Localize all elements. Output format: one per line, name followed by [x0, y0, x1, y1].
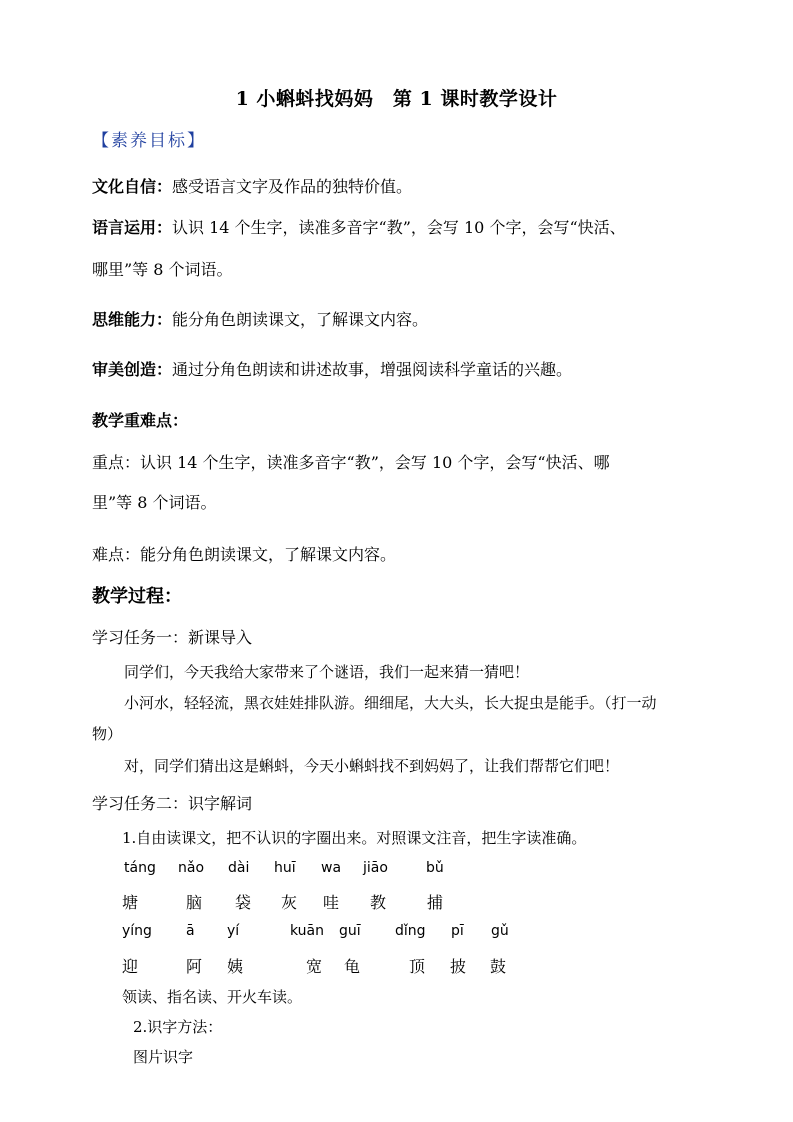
- pinyin: yí: [227, 923, 240, 939]
- key-point-line1: 重点：认识 14 个生字，读准多音字“教”，会写 10 个字，会写“快活、哪: [92, 453, 610, 472]
- pinyin: gǔ: [491, 923, 509, 939]
- hanzi: 塘: [122, 893, 139, 912]
- goal-label: 思维能力：: [92, 310, 173, 329]
- goal-text: 通过分角色朗读和讲述故事，增强阅读科学童话的兴趣。: [172, 360, 573, 379]
- hanzi: 姨: [227, 957, 244, 976]
- hanzi: 龟: [344, 957, 361, 976]
- pinyin: dǐng: [395, 923, 426, 939]
- goal-thinking: [92, 307, 428, 330]
- hanzi: 披: [450, 957, 467, 976]
- key-points-heading: 教学重难点：: [92, 411, 189, 430]
- hanzi: 捕: [427, 893, 444, 912]
- task1-para2-line2: 物）: [92, 725, 123, 743]
- goal-language-cont: 哪里”等 8 个词语。: [92, 260, 233, 279]
- hanzi: 哇: [323, 893, 340, 912]
- pinyin: guī: [339, 923, 361, 939]
- process-heading: 教学过程：: [92, 586, 182, 607]
- pinyin: ā: [186, 923, 195, 939]
- pinyin: nǎo: [178, 860, 205, 876]
- pinyin: bǔ: [426, 860, 444, 876]
- pinyin: dài: [228, 860, 250, 876]
- goal-text: 感受语言文字及作品的独特价值。: [172, 177, 413, 196]
- task1-para2-line1: 小河水，轻轻流，黑衣娃娃排队游。细细尾，大大头，长大捉虫是能手。（打一动: [124, 694, 657, 712]
- pinyin: yíng: [122, 923, 152, 939]
- pinyin: táng: [124, 860, 156, 876]
- goal-text: 能分角色朗读课文，了解课文内容。: [172, 310, 429, 329]
- hanzi: 脑: [186, 893, 203, 912]
- hanzi: 袋: [235, 893, 252, 912]
- goal-culture: [92, 174, 412, 197]
- hanzi: 阿: [186, 957, 203, 976]
- goal-aesthetic: [92, 357, 572, 380]
- hanzi: 鼓: [490, 957, 507, 976]
- hanzi: 迎: [122, 957, 139, 976]
- key-point-line2: 里”等 8 个词语。: [92, 493, 217, 512]
- page-title: 1 小蝌蚪找妈妈 第 1 课时教学设计: [235, 88, 558, 110]
- difficulty: 难点：能分角色朗读课文，了解课文内容。: [92, 545, 397, 564]
- task1-para3: 对，同学们猜出这是蝌蚪，今天小蝌蚪找不到妈妈了，让我们帮帮它们吧！: [124, 757, 620, 775]
- method-picture: 图片识字: [133, 1048, 194, 1066]
- goal-label: 文化自信：: [92, 177, 173, 196]
- pinyin: huī: [274, 860, 296, 876]
- pinyin: pī: [451, 923, 464, 939]
- task1-para1: 同学们，今天我给大家带来了个谜语，我们一起来猜一猜吧！: [124, 663, 530, 681]
- task2-step1: 1.自由读课文，把不认识的字圈出来。对照课文注音，把生字读准确。: [122, 829, 587, 847]
- pinyin: wa: [321, 860, 342, 876]
- goal-language: [92, 215, 626, 238]
- goal-text: 认识 14 个生字，读准多音字“教”，会写 10 个字，会写“快活、: [172, 218, 626, 237]
- hanzi: 顶: [409, 957, 426, 976]
- section-heading: 【素养目标】: [92, 131, 206, 151]
- pinyin: jiāo: [363, 860, 388, 876]
- hanzi: 教: [370, 893, 387, 912]
- pinyin: kuān: [290, 923, 325, 939]
- goal-label: 语言运用：: [92, 218, 173, 237]
- goal-label: 审美创造：: [92, 360, 173, 379]
- hanzi: 宽: [306, 957, 323, 976]
- task1-title: 学习任务一：新课导入: [92, 628, 253, 647]
- reading-methods: 领读、指名读、开火车读。: [122, 988, 303, 1006]
- hanzi: 灰: [281, 893, 298, 912]
- task2-title: 学习任务二：识字解词: [92, 794, 253, 813]
- task2-step2: 2.识字方法：: [133, 1018, 223, 1036]
